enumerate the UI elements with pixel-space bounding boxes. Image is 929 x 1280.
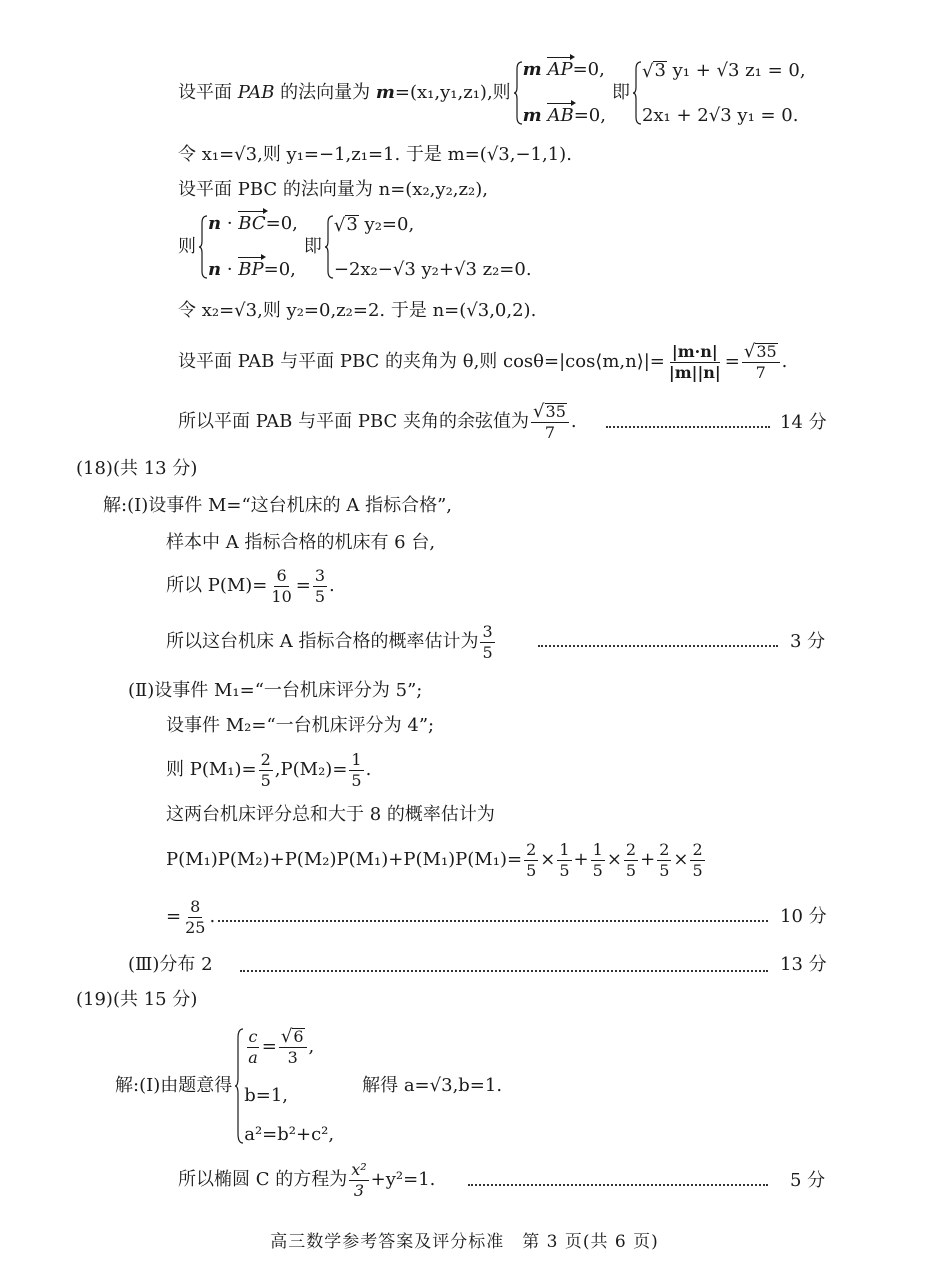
- q18-p2-line3: 则 P(M₁)= $\frac{2}{5}$ ,P(M₂)= $\frac{1}{5}$ .: [166, 749, 372, 790]
- q18-p1-line2: 样本中 A 指标合格的机床有 6 台,: [166, 532, 436, 553]
- ji-label: 即: [611, 82, 630, 103]
- q17-line-normal-pab: [178, 58, 808, 128]
- q19-solve: 解得 a=√3,b=1.: [362, 1075, 503, 1096]
- q17-line2: 令 x₁=√3,则 y₁=−1,z₁=1. 于是 m=(√3,−1,1).: [178, 144, 572, 165]
- sys2-row2: n · BP =0,: [208, 259, 296, 280]
- frac-mn: $\frac{|m\cdot n|}{|m||n|}$: [668, 341, 721, 382]
- q18-p2-line5: P(M₁)P(M₂)+P(M₂)P(M₁)+P(M₁)P(M₁)= $\frac{2}{5}$ × $\frac{1}{5}$ + $\frac{1}{5}$ × $\frac{2}{5}$ + $\frac{2}{5}$ × $\frac{2}{5}$: [166, 839, 703, 880]
- sys2b-row2: −2x₂−√3 y₂+√3 z₂=0.: [333, 259, 532, 280]
- q18-p2-line2: 设事件 M₂=“一台机床评分为 4”;: [166, 715, 435, 736]
- system-equations-3: [234, 1028, 334, 1144]
- page-footer: 高三数学参考答案及评分标准 第 3 页(共 6 页): [270, 1232, 659, 1252]
- system-equations-1: [513, 61, 606, 125]
- ze-label: 则: [178, 236, 196, 257]
- score-14: 14 分: [780, 412, 827, 433]
- q19-row3: a²=b²+c²,: [244, 1124, 335, 1145]
- ji-label-2: 即: [303, 236, 322, 257]
- q18-p3-line1: (Ⅲ)分布 2: [128, 954, 213, 975]
- q17-line6: 设平面 PAB 与平面 PBC 的夹角为 θ,则 cosθ=|cos⟨m,n⟩|= $\frac{|m\cdot n|}{|m||n|}$ = √ 35 7 .: [178, 340, 788, 382]
- score-5: 5 分: [790, 1170, 826, 1191]
- q19-header: (19)(共 15 分): [76, 989, 198, 1010]
- frac-sqrt35-7-b: √ 35 7: [531, 403, 569, 442]
- dot-leader: [240, 970, 768, 972]
- frac-sqrt35-7: √ 35 7: [742, 343, 780, 382]
- q17-line7: 所以平面 PAB 与平面 PBC 夹角的余弦值为 √ 35 7 .: [178, 400, 577, 442]
- score-13: 13 分: [780, 954, 827, 975]
- q17-line-system2: [178, 212, 534, 282]
- sys1b-row1: √ 3 y₁ + √3 z₁ = 0,: [641, 59, 806, 82]
- score-3: 3 分: [790, 631, 826, 652]
- dot-leader: [606, 426, 770, 428]
- dot-leader: [468, 1184, 768, 1186]
- dot-leader: [218, 920, 768, 922]
- q18-p1-line3: 所以 P(M)= $\frac{6}{10}$ = $\frac{3}{5}$ .: [166, 565, 335, 606]
- q18-p1-line4: 所以这台机床 A 指标合格的概率估计为 $\frac{3}{5}$: [166, 621, 493, 662]
- q17-line5: 令 x₂=√3,则 y₂=0,z₂=2. 于是 n=(√3,0,2).: [178, 300, 537, 321]
- q19-row2: b=1,: [244, 1085, 289, 1107]
- dot-leader: [538, 645, 778, 647]
- q18-p2-line1: (Ⅱ)设事件 M₁=“一台机床评分为 5”;: [128, 680, 423, 701]
- system-equations-2b: [324, 215, 532, 279]
- q19-row1: $\frac{c}{a}$ = √ 6 3 ,: [248, 1026, 315, 1067]
- system-equations-2: [198, 215, 298, 279]
- q19-system-line: 解:(Ⅰ)由题意得 $\frac{c}{a}$ = √ 6 3 , b=1, a²=b²+c², 解得 a=√3,b=1.: [115, 1026, 503, 1145]
- q18-p2-line6: = $\frac{8}{25}$ .: [166, 896, 216, 937]
- sys1-row1: m AP =0,: [522, 59, 605, 80]
- q17-line3: 设平面 PBC 的法向量为 n=(x₂,y₂,z₂),: [178, 179, 488, 200]
- q18-header: (18)(共 13 分): [76, 458, 198, 479]
- sys2b-row1: √ 3 y₂=0,: [333, 213, 415, 236]
- sys1b-row2: 2x₁ + 2√3 y₁ = 0.: [641, 105, 799, 126]
- sys1-row2: m AB =0,: [522, 105, 606, 126]
- q17-line1-text: 设平面 PAB 的法向量为 m=(x₁,y₁,z₁),则: [178, 82, 511, 103]
- system-equations-1b: [632, 61, 806, 125]
- sys2-row1: n · BC =0,: [208, 213, 298, 234]
- q18-p1-line1: 解:(Ⅰ)设事件 M=“这台机床的 A 指标合格”,: [103, 495, 453, 516]
- score-10: 10 分: [780, 906, 827, 927]
- q18-p2-line4: 这两台机床评分总和大于 8 的概率估计为: [166, 804, 495, 825]
- q19-line2: 所以椭圆 C 的方程为 $\frac{\text{x²}}{3}$ +y²=1.: [178, 1159, 436, 1200]
